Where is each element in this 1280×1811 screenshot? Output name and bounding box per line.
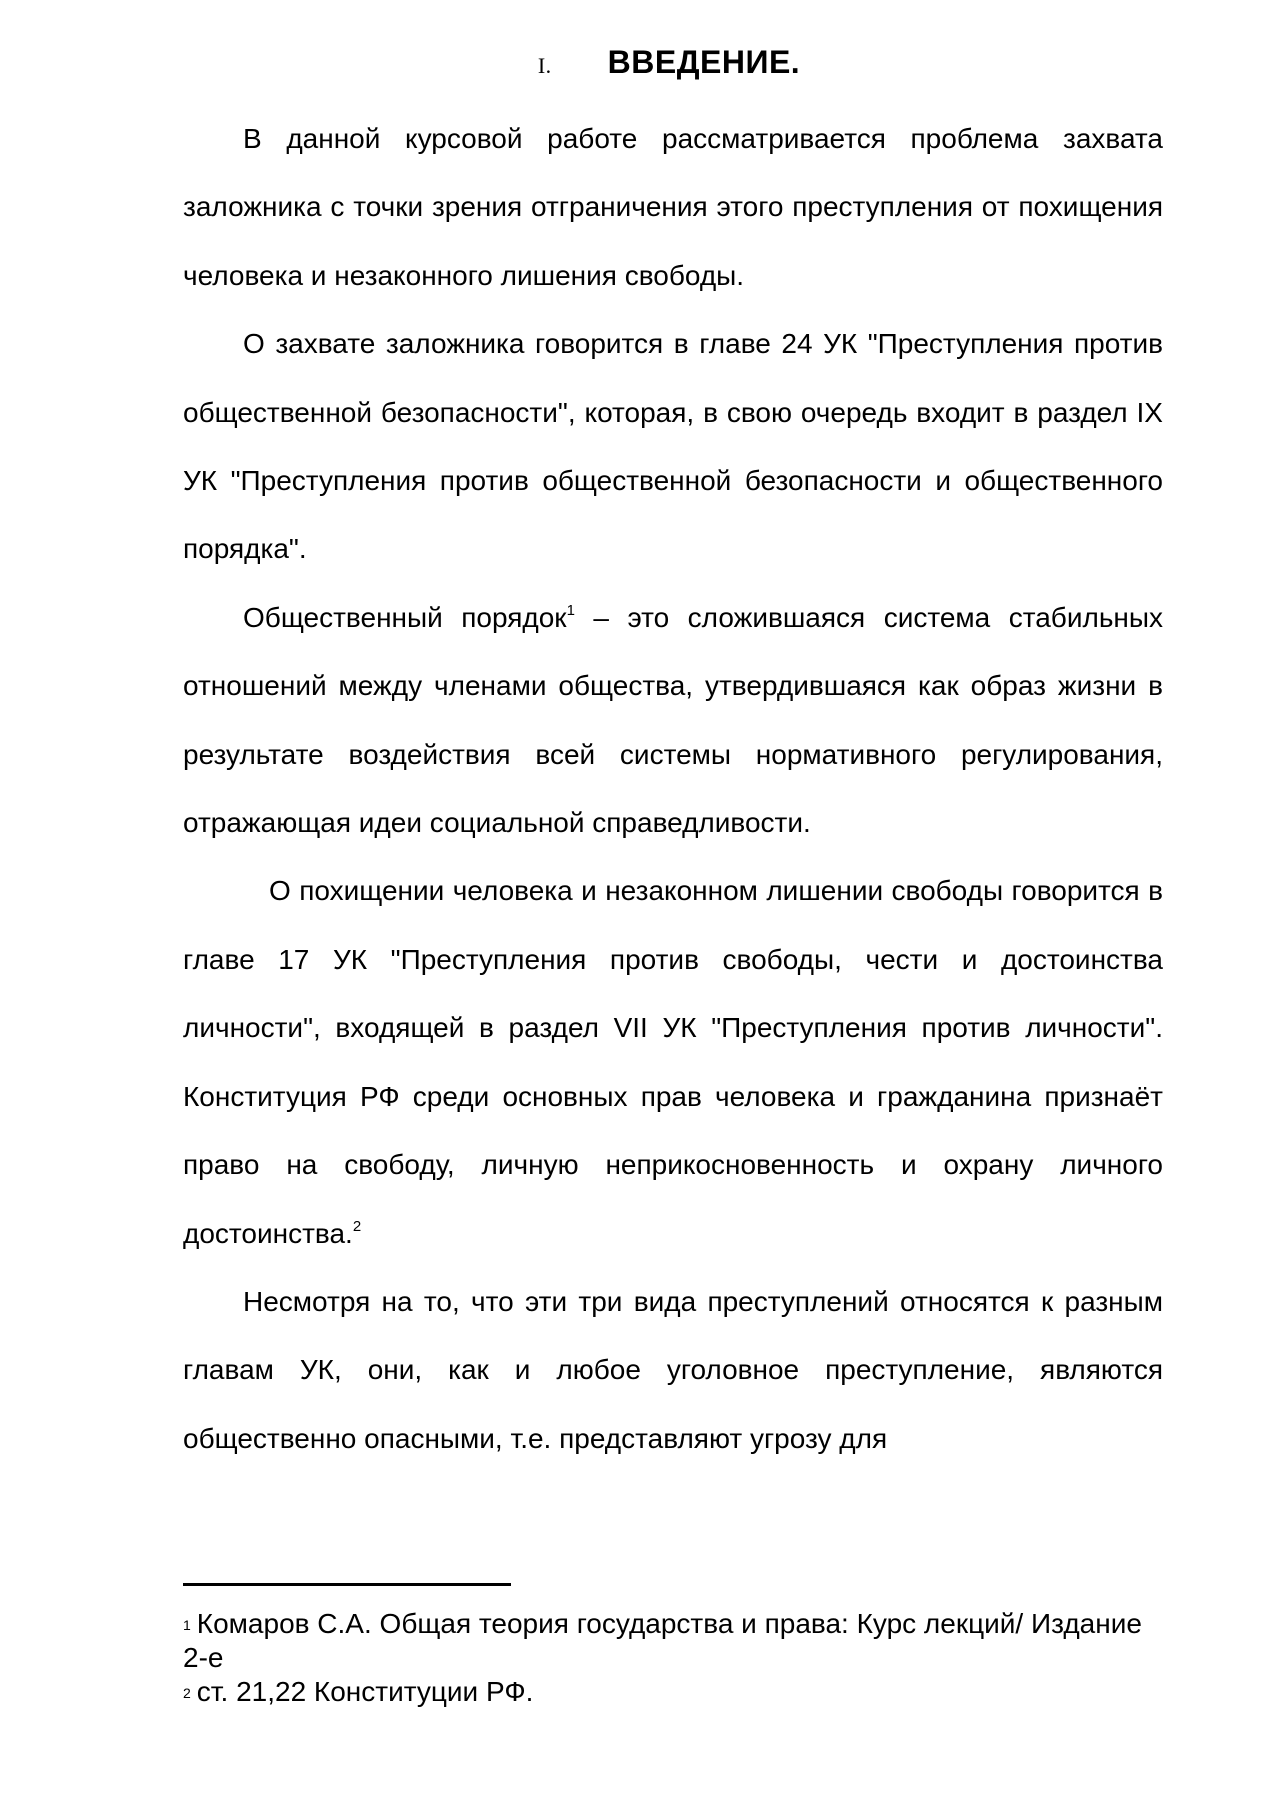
section-title: ВВЕДЕНИЕ.: [607, 44, 801, 80]
section-number: I.: [537, 53, 552, 78]
paragraph-public-order: [183, 584, 1163, 858]
footnote-1: [183, 1607, 1163, 1675]
footnote-separator: [183, 1583, 511, 1586]
footnote-number-2: 2: [183, 1685, 191, 1701]
paragraph-kidnapping-text: О похищении человека и незаконном лишении свободы говорится в главе 17 УК "Преступления против свободы, чести и достоинства личности", входящей в раздел VII УК "Преступления против личности". Конституция РФ среди основных прав человека и гражданина признаёт право на свободу, личную неприкосновенность и охрану личного достоинства.: [183, 875, 1163, 1249]
paragraph-comparison: Несмотря на то, что эти три вида преступлений относятся к разным главам УК, они, как и любое уголовное преступление, являются общественно опасными, т.е. представляют угрозу для: [183, 1285, 1163, 1454]
paragraph-public-order-lead: Общественный порядок: [243, 601, 567, 633]
paragraph-public-order-rest: – это сложившаяся система стабильных отношений между членами общества, утвердившаяся как образ жизни в результате воздействия всей системы нормативного регулирования, отражающая идеи социальной справедливости.: [183, 601, 1163, 839]
footnote-text-2: ст. 21,22 Конституции РФ.: [196, 1676, 534, 1707]
footnote-number-1: 1: [183, 1617, 191, 1633]
footnote-ref-2[interactable]: 2: [352, 1217, 362, 1235]
document-page: [183, 0, 1163, 1811]
paragraph-hostage-chapter: О захвате заложника говорится в главе 24 УК "Преступления против общественной безопасности", которая, в свою очередь входит в раздел IX УК "Преступления против общественной безопасности и общественного порядка".: [183, 328, 1163, 565]
footnote-text-1: Комаров С.А. Общая теория государства и права: Курс лекций/ Издание 2-е: [183, 1608, 1142, 1673]
footnote-2: [183, 1675, 1163, 1709]
paragraph-kidnapping-chapter: [183, 857, 1163, 1267]
section-heading: [183, 44, 1163, 81]
footnotes: [183, 1607, 1163, 1709]
body-text: [183, 105, 1163, 1473]
paragraph-intro: В данной курсовой работе рассматривается проблема захвата заложника с точки зрения отграничения этого преступления от похищения человека и незаконного лишения свободы.: [183, 123, 1163, 291]
footnote-ref-1[interactable]: 1: [566, 601, 575, 619]
